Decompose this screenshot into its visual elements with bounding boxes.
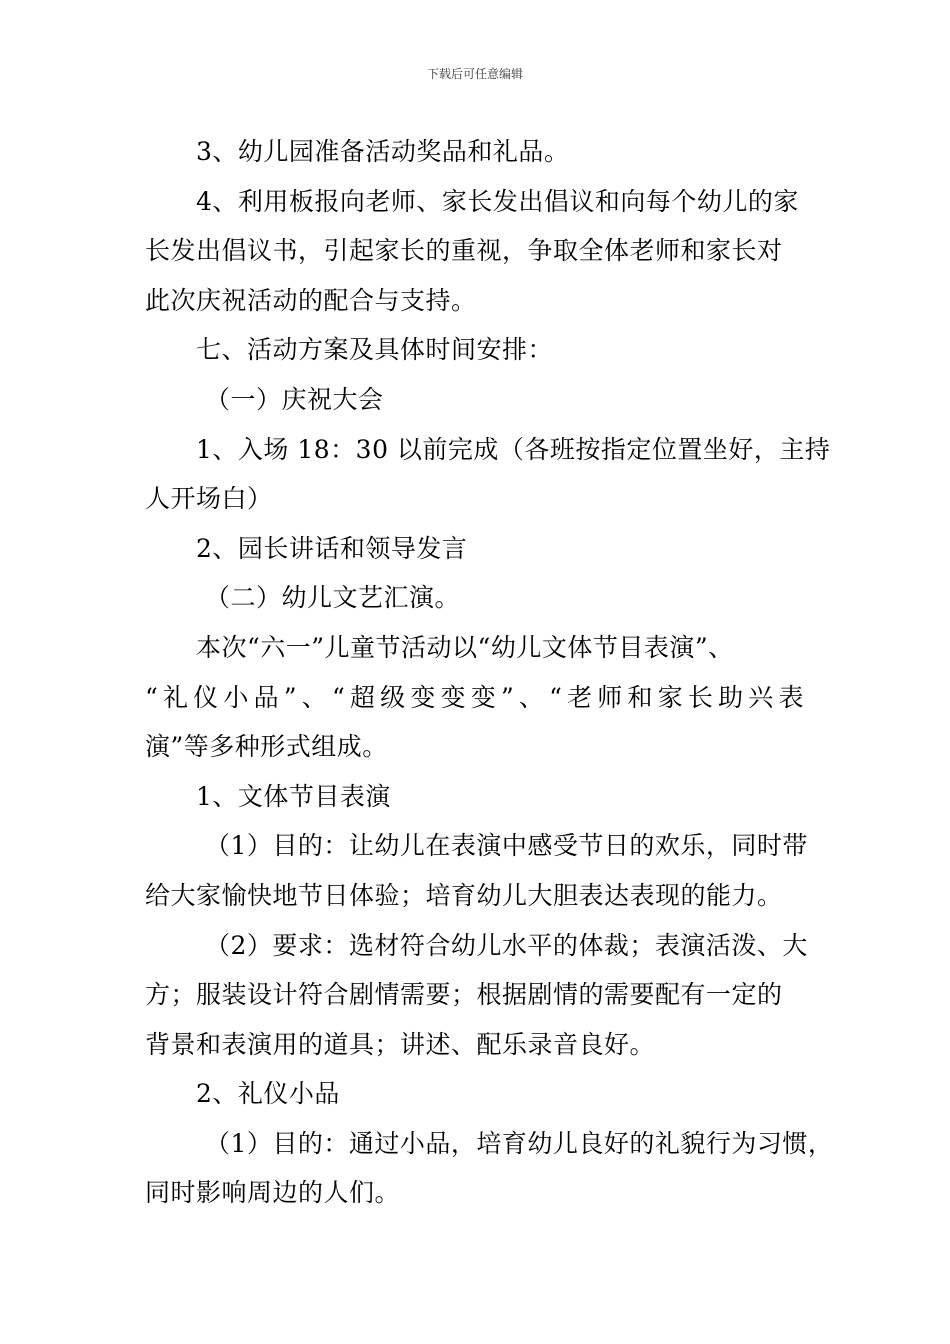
subsection-heading: 2、礼仪小品 (196, 1079, 340, 1109)
paragraph-line: （1）目的：让幼儿在表演中感受节日的欢乐，同时带 (205, 831, 808, 861)
paragraph-line: 4、利用板报向老师、家长发出倡议和向每个幼儿的家 (196, 186, 799, 216)
paragraph-line: （2）要求：选材符合幼儿水平的体裁；表演活泼、大 (205, 930, 808, 960)
paragraph-line: 此次庆祝活动的配合与支持。 (145, 285, 477, 315)
paragraph-line: 演”等多种形式组成。 (145, 732, 388, 762)
document-body (145, 127, 834, 1218)
paragraph-line: （1）目的：通过小品，培育幼儿良好的礼貌行为习惯， (205, 1128, 834, 1158)
section-heading: 七、活动方案及具体时间安排： (196, 335, 554, 365)
paragraph-line: 2、园长讲话和领导发言 (196, 533, 468, 563)
subsection-heading: 1、文体节目表演 (196, 781, 391, 811)
paragraph-line: 本次“六一”儿童节活动以“幼儿文体节目表演”、 (196, 632, 734, 662)
paragraph-line: 1、入场 18：30 以前完成（各班按指定位置坐好，主持 (196, 434, 831, 464)
paragraph-line: 人开场白） (145, 484, 273, 514)
page-header: 下载后可任意编辑 (426, 67, 523, 81)
paragraph-line: 长发出倡议书，引起家长的重视，争取全体老师和家长对 (145, 236, 783, 266)
paragraph-line: 3、幼儿园准备活动奖品和礼品。 (196, 137, 570, 166)
paragraph-line: 给大家愉快地节日体验；培育幼儿大胆表达表现的能力。 (145, 880, 783, 910)
paragraph-line: 背景和表演用的道具；讲述、配乐录音良好。 (145, 1029, 656, 1059)
paragraph-line: 方；服装设计符合剧情需要；根据剧情的需要配有一定的 (145, 980, 783, 1010)
subsection-heading: （二）幼儿文艺汇演。 (205, 583, 461, 613)
subsection-heading: （一）庆祝大会 (205, 384, 384, 414)
paragraph-line: “礼仪小品”、“超级变变变”、“老师和家长助兴表 (145, 682, 809, 712)
paragraph-line: 同时影响周边的人们。 (145, 1178, 401, 1208)
